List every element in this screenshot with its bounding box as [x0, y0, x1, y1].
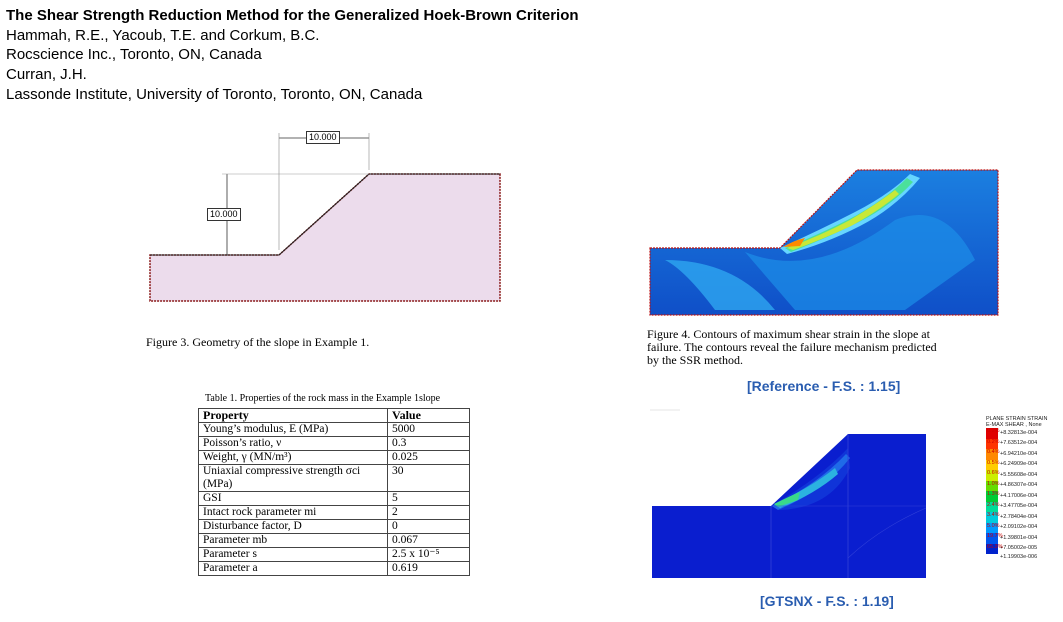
property-cell: Parameter mb [199, 534, 388, 548]
legend-item [986, 533, 1060, 544]
legend-item [986, 481, 1060, 492]
table-row [199, 506, 470, 520]
value-cell: 5000 [388, 423, 470, 437]
paper-header [6, 6, 579, 105]
legend-item [986, 428, 1060, 439]
legend-swatch [986, 470, 998, 481]
legend-percent: 0.5% [987, 459, 1000, 466]
authors-line-2: Curran, J.H. [6, 66, 87, 84]
legend-value: +6.94210e-004 [1000, 450, 1038, 457]
legend-percent: 3.4% [987, 512, 1000, 518]
value-cell: 5 [388, 492, 470, 506]
figure-4 [645, 160, 1003, 320]
property-cell: GSI [199, 492, 388, 506]
legend-percent: 1.0% [987, 480, 1000, 487]
legend-value: +7.63512e-004 [1000, 440, 1038, 447]
properties-table [198, 408, 470, 576]
figure-4-caption [647, 328, 937, 367]
figure-4-caption-line-1: Figure 4. Contours of maximum shear strain in the slope at [647, 327, 930, 341]
legend-title-1: PLANE STRAIN STRAIN [986, 416, 1048, 422]
figure-4-caption-line-3: by the SSR method. [647, 353, 744, 367]
legend-last-value: +1.19903e-006 [1000, 554, 1038, 560]
legend-percent: 0.2% [987, 428, 1000, 434]
table-row [199, 520, 470, 534]
legend-item [986, 512, 1060, 523]
table-row [199, 423, 470, 437]
property-cell: Young’s modulus, E (MPa) [199, 423, 388, 437]
legend-title-2: E-MAX SHEAR , None [986, 422, 1042, 428]
legend-percent: 1.3% [987, 491, 1000, 497]
legend-swatch [986, 481, 998, 492]
legend-item [986, 544, 1060, 555]
value-cell: 0.3 [388, 437, 470, 451]
legend-value: +2.09102e-004 [1000, 524, 1038, 531]
figure-4-caption-line-2: failure. The contours reveal the failure mechanism predicted [647, 340, 937, 354]
horizontal-dimension-label: 10.000 [306, 131, 340, 144]
legend-percent: 0.4% [987, 449, 1000, 455]
legend-item [986, 491, 1060, 502]
property-cell: Disturbance factor, D [199, 520, 388, 534]
table-header-row [199, 409, 470, 423]
legend-value: +6.24909e-004 [1000, 461, 1038, 468]
legend-value: +2.78404e-004 [1000, 513, 1038, 520]
legend-swatch [986, 543, 1003, 555]
affiliation-line-2: Lassonde Institute, University of Toronto, Toronto, ON, Canada [6, 85, 423, 103]
table-row [199, 465, 470, 492]
legend-item [986, 449, 1060, 460]
property-cell: Weight, γ (MN/m³) [199, 451, 388, 465]
legend-value: +3.47705e-004 [1000, 503, 1038, 510]
reference-fs-label: [Reference - F.S. : 1.15] [747, 378, 901, 394]
legend-percent: 19.7% [987, 533, 1003, 539]
gtsnx-legend [986, 416, 1060, 561]
value-cell: 0.619 [388, 562, 470, 576]
legend-swatch [986, 523, 998, 534]
legend-item [986, 470, 1060, 481]
value-cell: 0.025 [388, 451, 470, 465]
table-1-caption: Table 1. Properties of the rock mass in the Example 1slope [205, 393, 441, 404]
header-property: Property [199, 409, 388, 423]
legend-value: +5.55608e-004 [1000, 471, 1038, 478]
header-value: Value [388, 409, 470, 423]
property-cell: Poisson’s ratio, ν [199, 437, 388, 451]
table-1 [198, 408, 470, 576]
legend-swatch [986, 491, 998, 502]
value-cell: 2.5 x 10⁻⁵ [388, 548, 470, 562]
legend-value: +1.39801e-004 [1000, 534, 1038, 541]
property-cell: Uniaxial compressive strength σci (MPa) [199, 465, 388, 492]
figure-3-caption: Figure 3. Geometry of the slope in Example 1. [146, 335, 370, 349]
legend-value: +8.32813e-004 [1000, 429, 1038, 436]
legend-swatch [986, 449, 998, 460]
property-cell: Intact rock parameter mi [199, 506, 388, 520]
legend-swatch [986, 502, 998, 513]
value-cell: 30 [388, 465, 470, 492]
table-row [199, 548, 470, 562]
table-row [199, 451, 470, 465]
legend-item [986, 439, 1060, 450]
legend-swatch [986, 460, 998, 471]
figure-3 [140, 128, 510, 328]
property-cell: Parameter s [199, 548, 388, 562]
legend-item [986, 523, 1060, 534]
affiliation-line-1: Rocscience Inc., Toronto, ON, Canada [6, 46, 262, 64]
table-row [199, 534, 470, 548]
gtsnx-shear-strain-contour [650, 408, 930, 580]
legend-percent: 2.4% [987, 501, 1000, 508]
legend-percent: 0.6% [987, 470, 1000, 476]
gtsnx-figure [650, 408, 930, 580]
legend-percent: 65.3% [987, 543, 1003, 550]
slope-geometry-diagram [140, 128, 510, 328]
gtsnx-fs-label: [GTSNX - F.S. : 1.19] [760, 593, 894, 609]
value-cell: 0.067 [388, 534, 470, 548]
legend-value: +4.17006e-004 [1000, 492, 1038, 499]
authors-line-1: Hammah, R.E., Yacoub, T.E. and Corkum, B.C. [6, 26, 320, 44]
legend-item [986, 502, 1060, 513]
reference-shear-strain-contour [645, 160, 1003, 320]
legend-value: +7.05002e-005 [1000, 545, 1038, 552]
property-cell: Parameter a [199, 562, 388, 576]
table-row [199, 437, 470, 451]
legend-swatch [986, 439, 998, 450]
legend-percent: 0.2% [987, 438, 1000, 445]
vertical-dimension-label: 10.000 [207, 208, 241, 221]
value-cell: 0 [388, 520, 470, 534]
table-row [199, 492, 470, 506]
paper-title: The Shear Strength Reduction Method for the Generalized Hoek-Brown Criterion [6, 7, 579, 24]
legend-swatch [986, 428, 998, 439]
legend-swatch [986, 512, 998, 523]
value-cell: 2 [388, 506, 470, 520]
table-row [199, 562, 470, 576]
legend-rows [986, 428, 1060, 554]
legend-percent: 5.0% [987, 522, 1000, 529]
legend-swatch [986, 533, 1003, 544]
legend-item [986, 460, 1060, 471]
legend-value: +4.86307e-004 [1000, 482, 1038, 489]
